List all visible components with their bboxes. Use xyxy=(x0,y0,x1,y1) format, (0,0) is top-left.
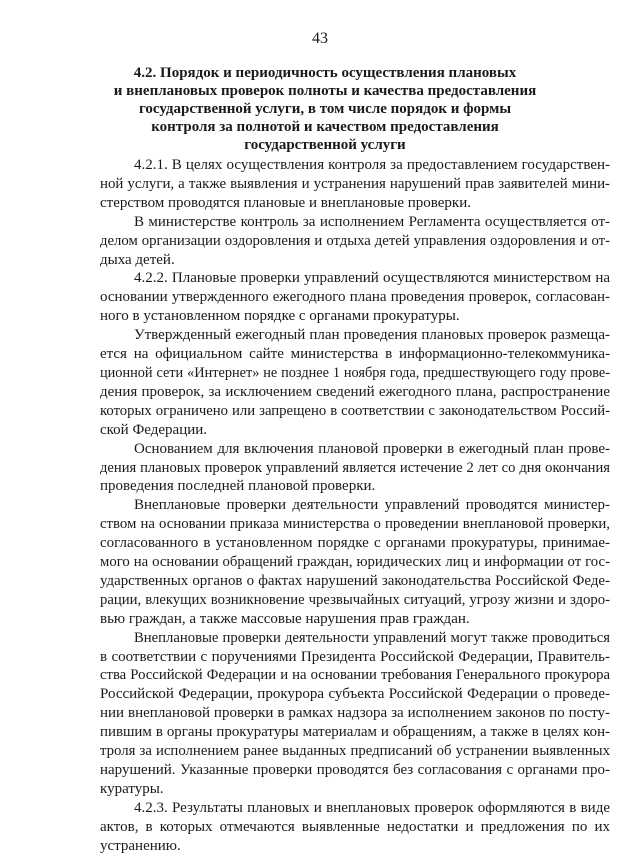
text-line: Внеплановые проверки деятельности управлений проводятся министер- xyxy=(134,497,610,514)
section-title-line: контроля за полнотой и качеством предоставления xyxy=(151,119,499,135)
paragraph-unscheduled-checks xyxy=(100,496,610,628)
text-line: нарушений. Указанные проверки проводятся без согласования с органами про- xyxy=(100,762,610,778)
text-line: Утвержденный ежегодный план проведения плановых проверок размеща- xyxy=(134,327,610,344)
text-line: троля за исполнением ранее выданных предписаний об устранении выявленных xyxy=(100,743,610,760)
paragraph-4-2-2 xyxy=(100,269,610,326)
text-line: дения плановых проверок управлений является истечение 2 лет со дня окончания xyxy=(100,459,610,476)
text-line: актов, в которых отмечаются выявленные недостатки и предложения по их xyxy=(100,818,610,835)
paragraph-annual-plan xyxy=(100,326,610,439)
body-text xyxy=(100,156,610,856)
paragraph-ministry-control xyxy=(100,213,610,270)
text-line: мого на основании обращений граждан, юридических лиц и информации от гос- xyxy=(100,554,610,571)
text-line: в соответствии с поручениями Президента Российской Федерации, Правитель- xyxy=(100,648,610,665)
paragraph-4-2-1 xyxy=(100,156,610,213)
text-line: устранению. xyxy=(100,837,181,854)
text-line: дыха детей. xyxy=(100,251,175,268)
text-line: ционной сети «Интернет» не позднее 1 ноября года, предшествующего году прове- xyxy=(100,364,610,381)
text-line: 4.2.2. Плановые проверки управлений осуществляются министерством на xyxy=(134,270,610,287)
text-line: ством на основании приказа министерства о проведении внеплановой проверки, xyxy=(100,516,610,533)
text-line: куратуры. xyxy=(100,780,164,797)
text-line: согласованного в установленном порядке с органами прокуратуры, принимае- xyxy=(100,535,610,552)
text-line: нии внеплановой проверки в рамках надзора за исполнением законов по посту- xyxy=(100,705,610,722)
text-line: рации, влекущих возникновение чрезвычайных ситуаций, угрозу жизни и здоро- xyxy=(100,591,610,608)
paragraph-inclusion-basis xyxy=(100,440,610,497)
text-line: ударственных органов о фактах нарушений законодательства Российской Феде- xyxy=(100,572,610,589)
text-line: основании утвержденного ежегодного плана проведения проверок, согласован- xyxy=(100,289,610,306)
text-line: В министерстве контроль за исполнением Регламента осуществляется от- xyxy=(134,213,610,230)
section-title-line: 4.2. Порядок и периодичность осуществления плановых xyxy=(133,65,517,81)
text-line: ного в установленном порядке с органами прокуратуры. xyxy=(100,308,460,325)
section-title-line: государственной услуги, в том числе порядок и формы xyxy=(138,101,512,117)
text-line: ства Российской Федерации и на основании требования Генерального прокурора xyxy=(100,667,610,684)
text-line: дения проверок, за исключением сведений ежегодного плана, распространение xyxy=(100,383,610,400)
text-line: Внеплановые проверки деятельности управлений могут также проводиться xyxy=(134,629,610,646)
text-line: пившим в органы прокуратуры материалам и обращениям, а также в целях кон- xyxy=(100,724,610,741)
text-line: делом организации оздоровления и отдыха детей управления оздоровления и от- xyxy=(100,232,610,249)
paragraph-4-2-3 xyxy=(100,799,610,856)
section-title xyxy=(110,64,540,154)
section-title-line: и внеплановых проверок полноты и качества предоставления xyxy=(113,83,537,99)
section-title-line: государственной услуги xyxy=(244,137,406,153)
text-line: которых ограничено или запрещено в соответствии с законодательством Россий- xyxy=(100,402,610,419)
text-line: ется на официальном сайте министерства в информационно-телекоммуника- xyxy=(100,346,610,363)
text-line: вью граждан, а также массовые нарушения прав граждан. xyxy=(100,610,470,627)
page-number: 43 xyxy=(312,30,328,47)
text-line: 4.2.3. Результаты плановых и внеплановых проверок оформляются в виде xyxy=(134,799,610,816)
text-line: проведения последней плановой проверки. xyxy=(100,478,376,495)
text-line: стерством проводятся плановые и внеплановые проверки. xyxy=(100,194,471,211)
text-line: 4.2.1. В целях осуществления контроля за предоставлением государствен- xyxy=(134,157,610,173)
text-line: Российской Федерации, прокурора субъекта Российской Федерации о проведе- xyxy=(100,686,610,703)
text-line: ной услуги, а также выявления и устранения нарушений прав заявителей мини- xyxy=(100,175,610,192)
paragraph-unscheduled-by-order xyxy=(100,629,610,799)
text-line: ской Федерации. xyxy=(100,421,208,438)
text-line: Основанием для включения плановой проверки в ежегодный план прове- xyxy=(134,440,610,457)
